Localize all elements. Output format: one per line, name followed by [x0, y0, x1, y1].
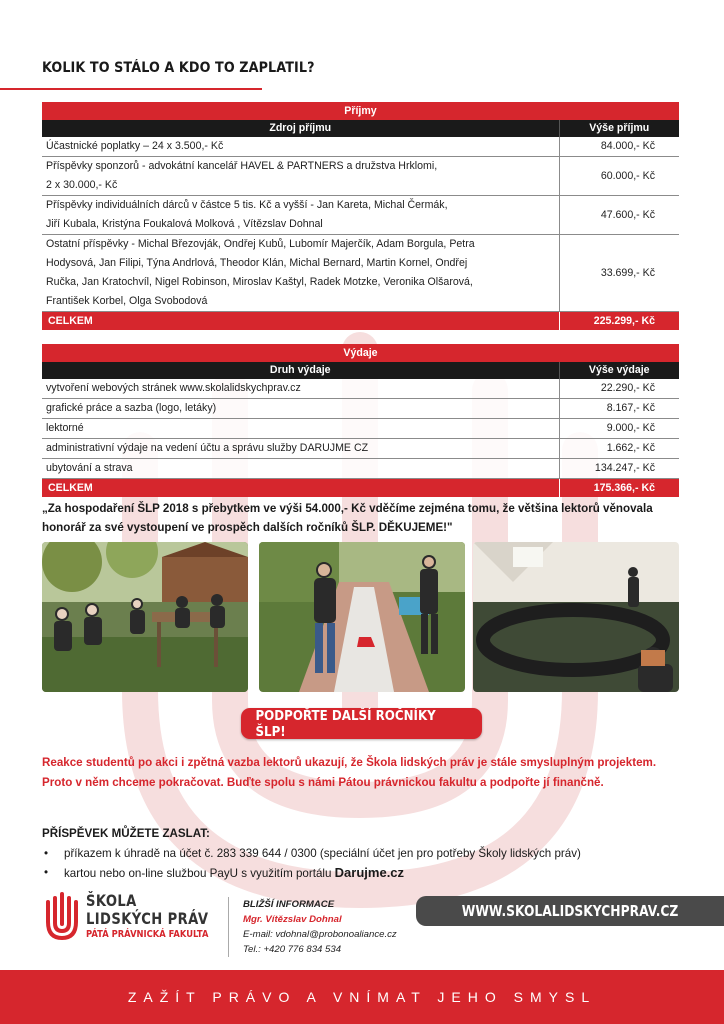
contact-title: BLIŽŠÍ INFORMACE: [243, 899, 335, 910]
footer-slogan: ZAŽÍT PRÁVO A VNÍMAT JEHO SMYSL: [0, 970, 724, 1024]
hand-logo-icon: [44, 892, 80, 940]
website-link[interactable]: [416, 896, 724, 926]
income-row-amount: 47.600,- Kč: [559, 196, 679, 235]
logo-line2: LIDSKÝCH PRÁV: [86, 909, 209, 928]
income-row-amount: 84.000,- Kč: [559, 137, 679, 157]
income-total-row: [42, 312, 679, 331]
expenses-total-label: CELKEM: [42, 479, 559, 498]
income-table: [42, 102, 679, 330]
send-method-transfer: příkazem k úhradě na účet č. 283 339 644 / 0300 (speciální účet jen pro potřeby Školy lidských práv): [64, 847, 581, 860]
income-row-text: František Korbel, Olga Svobodová: [46, 295, 208, 307]
list-item: [42, 844, 581, 863]
expense-row-amount: 9.000,- Kč: [559, 419, 679, 439]
table-row: [42, 157, 679, 196]
send-title: PŘÍSPĚVEK MŮŽETE ZASLAT:: [42, 827, 210, 840]
table-row: [42, 459, 679, 479]
income-row-text: Příspěvky sponzorů - advokátní kancelář HAVEL & PARTNERS a družstva Hrklomi,: [46, 160, 438, 172]
expense-row-label: grafické práce a sazba (logo, letáky): [42, 399, 559, 419]
income-row-text: Příspěvky individuálních dárců v částce 5 tis. Kč a vyšší - Jan Kareta, Michal Čermák,: [46, 199, 448, 211]
expense-row-amount: 22.290,- Kč: [559, 379, 679, 399]
income-col-amount: Výše příjmu: [559, 120, 679, 137]
income-total-amount: 225.299,- Kč: [559, 312, 679, 331]
photo-mini-golf: [259, 542, 465, 692]
photo-indoor-circle: [473, 542, 679, 692]
bullet-icon: •: [44, 866, 49, 879]
income-row-text: Jiří Kubala, Kristýna Foukalová Molková , Vítězslav Dohnal: [46, 218, 323, 230]
table-row: [42, 137, 679, 157]
list-item: [42, 863, 581, 883]
table-row: [42, 379, 679, 399]
income-row-text: Ostatní příspěvky - Michal Březovják, Ondřej Kubů, Lubomír Majerčík, Adam Borgula, Petra: [46, 238, 475, 250]
income-row-text: Účastnické poplatky – 24 x 3.500,- Kč: [46, 140, 224, 152]
bullet-icon: •: [44, 847, 49, 860]
website-label: WWW.SKOLALIDSKYCHPRAV.CZ: [461, 902, 679, 920]
expenses-section-title: Výdaje: [42, 344, 679, 362]
table-row: [42, 419, 679, 439]
send-methods-list: [42, 844, 581, 883]
expenses-total-amount: 175.366,- Kč: [559, 479, 679, 498]
photo-outdoor-seminar: [42, 542, 248, 692]
page-heading: KOLIK TO STÁLO A KDO TO ZAPLATIL?: [42, 60, 315, 76]
logo-line1: ŠKOLA: [86, 891, 137, 910]
table-row: [42, 399, 679, 419]
send-method-card: kartou nebo on-line službou PayU s využitím portálu: [64, 867, 335, 880]
expense-row-label: lektorné: [42, 419, 559, 439]
school-logo: [44, 892, 235, 942]
logo-line3: PÁTÁ PRÁVNICKÁ FAKULTA: [86, 929, 209, 940]
income-row-text: 2 x 30.000,- Kč: [46, 179, 118, 191]
expenses-col-type: Druh výdaje: [42, 362, 559, 379]
expense-row-label: administrativní výdaje na vedení účtu a správu služby DARUJME CZ: [42, 439, 559, 459]
expense-row-label: ubytování a strava: [42, 459, 559, 479]
expenses-total-row: [42, 479, 679, 498]
income-col-source: Zdroj příjmu: [42, 120, 559, 137]
income-row-text: Hodysová, Jan Filipi, Týna Andrlová, Theodor Klán, Michal Bernard, Martin Kornel, Ondřej: [46, 257, 468, 269]
table-row: [42, 196, 679, 235]
contact-info: [228, 897, 397, 957]
table-row: [42, 439, 679, 459]
appeal-text: Reakce studentů po akci i zpětná vazba lektorů ukazují, že Škola lidských práv je stále smysluplným projektem. Proto v něm chceme pokračovat. Buďte spolu s námi Pátou právnickou fakultu a podpořte jí finančně.: [42, 756, 657, 789]
support-cta-label: PODPOŘTE DALŠÍ ROČNÍKY ŠLP!: [255, 707, 436, 740]
income-section-title: Příjmy: [42, 102, 679, 120]
income-row-amount: 60.000,- Kč: [559, 157, 679, 196]
expenses-table: [42, 344, 679, 497]
expense-row-amount: 1.662,- Kč: [559, 439, 679, 459]
contact-phone: Tel.: +420 776 834 534: [243, 944, 342, 955]
income-row-text: Ručka, Jan Kratochvíl, Nigel Robinson, Miroslav Kaštyl, Radek Motzke, Veronika Olšarová,: [46, 276, 473, 288]
expense-row-amount: 134.247,- Kč: [559, 459, 679, 479]
expenses-col-amount: Výše výdaje: [559, 362, 679, 379]
expense-row-label: vytvoření webových stránek www.skolalidskychprav.cz: [42, 379, 559, 399]
table-row: [42, 235, 679, 312]
support-cta-button[interactable]: [241, 708, 482, 739]
income-row-amount: 33.699,- Kč: [559, 235, 679, 312]
heading-underline: [0, 88, 262, 90]
expense-row-amount: 8.167,- Kč: [559, 399, 679, 419]
income-total-label: CELKEM: [42, 312, 559, 331]
contact-email[interactable]: E-mail: vdohnal@probonoaliance.cz: [243, 929, 397, 940]
darujme-link[interactable]: Darujme.cz: [334, 865, 405, 880]
thanks-quote: „Za hospodaření ŠLP 2018 s přebytkem ve výši 54.000,- Kč vděčíme zejména tomu, že většina lektorů věnovala honorář za své vystoupení ve prospěch dalších ročníků ŠLP. DĚKUJEME!": [42, 502, 653, 534]
contact-name: Mgr. Vítězslav Dohnal: [243, 914, 342, 925]
